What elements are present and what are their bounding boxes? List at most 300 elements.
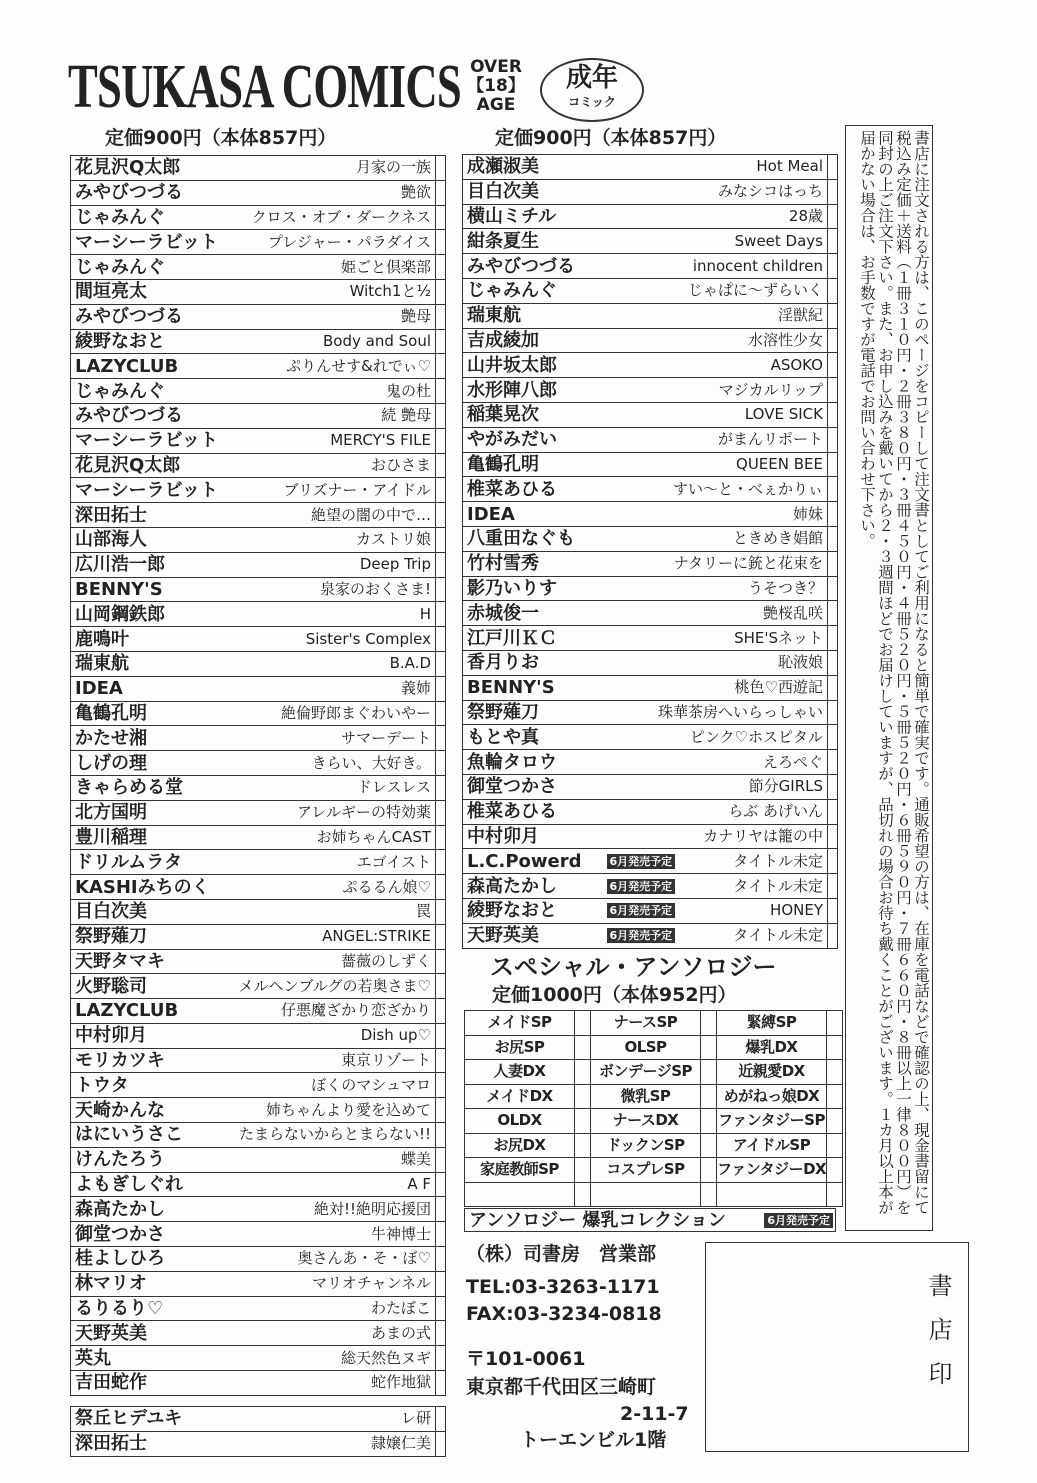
- order-checkbox[interactable]: [436, 1271, 446, 1296]
- order-checkbox[interactable]: [828, 229, 838, 254]
- book-title: [603, 923, 828, 948]
- title-row: [463, 799, 838, 824]
- book-title-text: きらい、大好き。: [311, 753, 431, 772]
- book-title: [231, 924, 436, 949]
- order-checkbox[interactable]: [828, 402, 838, 427]
- book-title: [603, 204, 828, 229]
- order-checkbox[interactable]: [436, 701, 446, 726]
- order-checkbox[interactable]: [701, 1011, 717, 1036]
- anthology-row: [465, 1158, 843, 1183]
- title-row: [71, 1098, 446, 1123]
- author: 魚輪タロウ: [463, 750, 603, 775]
- book-title: [603, 626, 828, 651]
- order-checkbox[interactable]: [436, 279, 446, 304]
- order-checkbox[interactable]: [827, 1084, 843, 1109]
- order-checkbox[interactable]: [828, 601, 838, 626]
- book-title: [231, 1321, 436, 1346]
- book-title-text: ぷるるん娘♡: [342, 877, 431, 896]
- order-checkbox[interactable]: [436, 1172, 446, 1197]
- author: 瑞東航: [463, 303, 603, 328]
- order-checkbox[interactable]: [436, 180, 446, 205]
- order-checkbox[interactable]: [828, 328, 838, 353]
- book-title: [231, 354, 436, 379]
- order-checkbox[interactable]: [436, 552, 446, 577]
- order-checkbox[interactable]: [828, 824, 838, 849]
- title-row: [71, 403, 446, 428]
- book-title-text: 節分GIRLS: [748, 777, 823, 796]
- order-checkbox[interactable]: [436, 577, 446, 602]
- title-row: [463, 204, 838, 229]
- author: やがみだい: [463, 427, 603, 452]
- author: 間垣亮太: [71, 279, 231, 304]
- order-checkbox[interactable]: [827, 1035, 843, 1060]
- author: 中村卯月: [71, 1023, 231, 1048]
- book-title-text: 桃色♡西遊記: [734, 678, 823, 697]
- book-title-text: innocent children: [692, 256, 823, 275]
- author: 綾野なおと: [71, 329, 231, 354]
- author: 山井坂太郎: [463, 353, 603, 378]
- title-row: [463, 898, 838, 923]
- book-title: [231, 999, 436, 1024]
- order-checkbox[interactable]: [436, 676, 446, 701]
- order-checkbox[interactable]: [436, 1407, 446, 1432]
- anthology-title: ナースSP: [591, 1011, 701, 1036]
- book-title: [603, 229, 828, 254]
- age-number: 【18】: [467, 76, 525, 96]
- order-checkbox[interactable]: [701, 1035, 717, 1060]
- order-checkbox[interactable]: [575, 1133, 591, 1158]
- title-row: [463, 774, 838, 799]
- order-checkbox[interactable]: [828, 303, 838, 328]
- book-title: [231, 949, 436, 974]
- title-row: [71, 180, 446, 205]
- author: 深田拓士: [71, 1431, 231, 1456]
- anthology-row: [465, 1011, 843, 1036]
- order-checkbox[interactable]: [436, 726, 446, 751]
- order-checkbox[interactable]: [436, 949, 446, 974]
- title-row: [71, 751, 446, 776]
- title-row: [463, 229, 838, 254]
- book-title-text: LOVE SICK: [744, 405, 823, 424]
- order-checkbox[interactable]: [827, 1182, 843, 1207]
- book-title-text: エゴイスト: [356, 852, 431, 871]
- title-row: [71, 205, 446, 230]
- book-title: [603, 898, 828, 923]
- book-title: [603, 526, 828, 551]
- title-row: [71, 453, 446, 478]
- book-title-text: えろぺぐ: [762, 752, 823, 771]
- order-checkbox[interactable]: [436, 899, 446, 924]
- book-title-text: MERCY'S FILE: [330, 431, 431, 450]
- author: みやびつづる: [71, 403, 231, 428]
- anthology-title: 微乳SP: [591, 1084, 701, 1109]
- order-checkbox[interactable]: [828, 452, 838, 477]
- anthology-title: ファンタジーDX: [717, 1158, 827, 1183]
- book-title: [231, 453, 436, 478]
- author: 亀鶴孔明: [463, 452, 603, 477]
- order-checkbox[interactable]: [701, 1182, 717, 1207]
- age-rating: [462, 58, 530, 115]
- book-title-text: Witch1と½: [349, 282, 431, 301]
- title-row: [71, 701, 446, 726]
- author: 林マリオ: [71, 1271, 231, 1296]
- order-checkbox[interactable]: [436, 354, 446, 379]
- book-title-text: Deep Trip: [359, 555, 431, 574]
- title-row: [463, 551, 838, 576]
- title-row: [71, 1023, 446, 1048]
- order-checkbox[interactable]: [436, 1123, 446, 1148]
- age-label: AGE: [476, 95, 516, 115]
- author: もとや真: [463, 725, 603, 750]
- book-title-text: SHE'Sネット: [734, 628, 823, 647]
- book-title-text: クロス・オブ・ダークネス: [251, 207, 431, 226]
- order-checkbox[interactable]: [436, 1371, 446, 1396]
- title-row: [71, 676, 446, 701]
- order-checkbox[interactable]: [436, 205, 446, 230]
- order-checkbox[interactable]: [436, 255, 446, 280]
- order-checkbox[interactable]: [436, 156, 446, 181]
- order-checkbox[interactable]: [436, 825, 446, 850]
- order-checkbox[interactable]: [828, 725, 838, 750]
- anthology-title: お尻SP: [465, 1035, 575, 1060]
- book-title-text: 絶対!!絶明応援団: [313, 1199, 431, 1218]
- author: 椎菜あひる: [463, 799, 603, 824]
- book-title: [603, 576, 828, 601]
- author: LAZYCLUB: [71, 354, 231, 379]
- order-checkbox[interactable]: [436, 1048, 446, 1073]
- book-title: [603, 824, 828, 849]
- order-checkbox[interactable]: [436, 304, 446, 329]
- book-title: [231, 899, 436, 924]
- author: 瑞東航: [71, 651, 231, 676]
- order-checkbox[interactable]: [827, 1011, 843, 1036]
- anthology-title: メイドSP: [465, 1011, 575, 1036]
- author: BENNY'S: [71, 577, 231, 602]
- order-checkbox[interactable]: [828, 874, 838, 899]
- order-checkbox[interactable]: [828, 278, 838, 303]
- order-checkbox[interactable]: [436, 403, 446, 428]
- book-title: [603, 601, 828, 626]
- order-checkbox[interactable]: [436, 1321, 446, 1346]
- book-title: [603, 650, 828, 675]
- order-checkbox[interactable]: [436, 924, 446, 949]
- order-checkbox[interactable]: [828, 700, 838, 725]
- title-row: [463, 601, 838, 626]
- anthology-title: ドックンSP: [591, 1133, 701, 1158]
- order-checkbox[interactable]: [828, 477, 838, 502]
- order-checkbox[interactable]: [828, 774, 838, 799]
- book-title: [603, 402, 828, 427]
- anthology-title: OLSP: [591, 1035, 701, 1060]
- book-title-text: HONEY: [770, 901, 823, 920]
- author: 天野英美: [71, 1321, 231, 1346]
- author: 天野英美: [463, 923, 603, 948]
- title-row: [71, 726, 446, 751]
- book-title: [231, 850, 436, 875]
- author: モリカツキ: [71, 1048, 231, 1073]
- book-title-text: 薔薇のしずく: [340, 951, 431, 970]
- book-title-text: 珠華茶房へいらっしゃい: [657, 702, 823, 721]
- order-checkbox[interactable]: [436, 1346, 446, 1371]
- title-row: [71, 279, 446, 304]
- order-checkbox[interactable]: [827, 1133, 843, 1158]
- book-title: [603, 477, 828, 502]
- book-title: [603, 353, 828, 378]
- title-row: [71, 230, 446, 255]
- order-checkbox[interactable]: [828, 849, 838, 874]
- author: 英丸: [71, 1346, 231, 1371]
- order-checkbox[interactable]: [436, 775, 446, 800]
- order-checkbox[interactable]: [575, 1158, 591, 1183]
- book-title-text: うそつき？: [747, 578, 823, 597]
- author: 成瀬淑美: [463, 155, 603, 180]
- book-title-text: 東京リゾート: [340, 1051, 431, 1070]
- anthology-row: [465, 1084, 843, 1109]
- order-checkbox[interactable]: [436, 1023, 446, 1048]
- book-title: [231, 651, 436, 676]
- author: じゃみんぐ: [463, 278, 603, 303]
- order-checkbox[interactable]: [828, 750, 838, 775]
- book-title-text: 隷嬢仁美: [370, 1434, 431, 1453]
- order-checkbox[interactable]: [436, 751, 446, 776]
- title-row: [463, 576, 838, 601]
- store-stamp-label: 書店印: [924, 1273, 952, 1405]
- release-badge: 6月発売予定: [607, 928, 676, 943]
- left-title-list: [70, 155, 446, 1396]
- order-checkbox[interactable]: [436, 875, 446, 900]
- anthology-title: [591, 1182, 701, 1207]
- anthology-title: OLDX: [465, 1109, 575, 1134]
- author: 八重田なぐも: [463, 526, 603, 551]
- book-title: [603, 427, 828, 452]
- book-title: [603, 378, 828, 403]
- order-checkbox[interactable]: [827, 1158, 843, 1183]
- author: 目白次美: [71, 899, 231, 924]
- order-checkbox[interactable]: [701, 1084, 717, 1109]
- title-row: [71, 825, 446, 850]
- anthology-title: [465, 1182, 575, 1207]
- book-title-text: 続 艶母: [381, 406, 431, 425]
- book-title: [603, 551, 828, 576]
- author: よもぎしぐれ: [71, 1172, 231, 1197]
- book-title-text: Body and Soul: [323, 331, 431, 350]
- title-row: [71, 1346, 446, 1371]
- book-title-text: タイトル未定: [733, 926, 823, 945]
- author: みやびつづる: [463, 254, 603, 279]
- order-checkbox[interactable]: [436, 850, 446, 875]
- order-checkbox[interactable]: [827, 1060, 843, 1085]
- book-title-text: 罠: [415, 902, 431, 921]
- order-checkbox[interactable]: [436, 1073, 446, 1098]
- title-row: [71, 602, 446, 627]
- order-checkbox[interactable]: [436, 453, 446, 478]
- book-title-text: ANGEL:STRIKE: [322, 927, 431, 946]
- title-row: [463, 179, 838, 204]
- order-checkbox[interactable]: [436, 999, 446, 1024]
- order-checkbox[interactable]: [828, 551, 838, 576]
- book-title-text: プレジャー・パラダイス: [267, 232, 431, 251]
- title-row: [71, 949, 446, 974]
- order-checkbox[interactable]: [436, 478, 446, 503]
- author: LAZYCLUB: [71, 999, 231, 1024]
- book-title-text: ブリズナー・アイドル: [283, 480, 431, 499]
- order-checkbox[interactable]: [701, 1060, 717, 1085]
- order-checkbox[interactable]: [828, 526, 838, 551]
- title-row: [463, 849, 838, 874]
- title-row: [463, 353, 838, 378]
- book-title: [231, 1023, 436, 1048]
- author: 綾野なおと: [463, 898, 603, 923]
- book-title: [231, 503, 436, 528]
- book-title-text: タイトル未定: [733, 876, 823, 895]
- order-checkbox[interactable]: [828, 427, 838, 452]
- order-checkbox[interactable]: [828, 898, 838, 923]
- title-row: [71, 329, 446, 354]
- order-checkbox[interactable]: [701, 1158, 717, 1183]
- order-checkbox[interactable]: [828, 675, 838, 700]
- book-title-text: レ研: [400, 1409, 431, 1428]
- order-checkbox[interactable]: [828, 155, 838, 180]
- order-checkbox[interactable]: [828, 353, 838, 378]
- title-row: [71, 899, 446, 924]
- book-title: [603, 750, 828, 775]
- book-title-text: メルヘンブルグの若奥さま♡: [238, 976, 431, 995]
- title-row: [71, 503, 446, 528]
- order-checkbox[interactable]: [828, 378, 838, 403]
- book-title: [603, 328, 828, 353]
- title-row: [463, 402, 838, 427]
- book-title-text: A F: [407, 1175, 431, 1194]
- order-checkbox[interactable]: [575, 1035, 591, 1060]
- order-checkbox[interactable]: [436, 1296, 446, 1321]
- author: 水形陣八郎: [463, 378, 603, 403]
- order-checkbox[interactable]: [436, 1098, 446, 1123]
- order-checkbox[interactable]: [436, 527, 446, 552]
- order-checkbox[interactable]: [828, 799, 838, 824]
- title-row: [71, 1073, 446, 1098]
- anthology-title: 爆乳DX: [717, 1035, 827, 1060]
- author: きゃらめる堂: [71, 775, 231, 800]
- order-checkbox[interactable]: [828, 254, 838, 279]
- order-checkbox[interactable]: [436, 1222, 446, 1247]
- book-title: [231, 156, 436, 181]
- order-checkbox[interactable]: [436, 800, 446, 825]
- book-title-text: サマーデート: [340, 728, 431, 747]
- book-title-text: 艶欲: [400, 183, 431, 202]
- title-row: [71, 354, 446, 379]
- book-title-text: みなシコはっち: [717, 182, 823, 201]
- order-checkbox[interactable]: [575, 1084, 591, 1109]
- author: るりるり♡: [71, 1296, 231, 1321]
- order-checkbox[interactable]: [701, 1133, 717, 1158]
- title-row: [463, 725, 838, 750]
- order-checkbox[interactable]: [436, 651, 446, 676]
- order-checkbox[interactable]: [436, 1147, 446, 1172]
- book-title: [603, 725, 828, 750]
- order-checkbox[interactable]: [436, 503, 446, 528]
- order-checkbox[interactable]: [828, 204, 838, 229]
- anthology-title: めがねっ娘DX: [717, 1084, 827, 1109]
- book-title-text: ピンク♡ホスピタル: [689, 727, 823, 746]
- order-checkbox[interactable]: [575, 1060, 591, 1085]
- order-checkbox[interactable]: [575, 1182, 591, 1207]
- title-row: [71, 552, 446, 577]
- book-title: [231, 1247, 436, 1272]
- release-badge: 6月発売予定: [764, 1213, 833, 1228]
- title-row: [71, 304, 446, 329]
- order-checkbox[interactable]: [575, 1011, 591, 1036]
- order-checkbox[interactable]: [436, 974, 446, 999]
- order-checkbox[interactable]: [828, 502, 838, 527]
- order-checkbox[interactable]: [575, 1109, 591, 1134]
- author: 深田拓士: [71, 503, 231, 528]
- title-row: [71, 924, 446, 949]
- title-row: [71, 800, 446, 825]
- order-checkbox[interactable]: [436, 329, 446, 354]
- book-title-text: ときめき娼館: [732, 529, 823, 548]
- book-title-text: 月家の一族: [355, 158, 431, 177]
- author: 江戸川ＫＣ: [463, 626, 603, 651]
- book-title-text: 水溶性少女: [747, 330, 823, 349]
- order-checkbox[interactable]: [828, 626, 838, 651]
- title-row: [463, 502, 838, 527]
- book-title-text: 艶桜乱咲: [762, 603, 823, 622]
- order-checkbox[interactable]: [828, 923, 838, 948]
- book-title: [603, 849, 828, 874]
- author: じゃみんぐ: [71, 255, 231, 280]
- order-checkbox[interactable]: [827, 1109, 843, 1134]
- title-row: [71, 1222, 446, 1247]
- order-checkbox[interactable]: [828, 179, 838, 204]
- title-row: [71, 1048, 446, 1073]
- order-checkbox[interactable]: [436, 1247, 446, 1272]
- release-badge: 6月発売予定: [607, 879, 676, 894]
- book-title: [231, 800, 436, 825]
- book-title: [231, 875, 436, 900]
- author: 北方国明: [71, 800, 231, 825]
- order-checkbox[interactable]: [436, 428, 446, 453]
- book-title: [603, 502, 828, 527]
- order-checkbox[interactable]: [436, 1197, 446, 1222]
- order-checkbox[interactable]: [701, 1109, 717, 1134]
- seal-main: 成年: [565, 63, 618, 93]
- order-checkbox[interactable]: [828, 650, 838, 675]
- book-title: [231, 1296, 436, 1321]
- title-row: [463, 824, 838, 849]
- order-checkbox[interactable]: [828, 576, 838, 601]
- title-row: [71, 627, 446, 652]
- book-title: [231, 379, 436, 404]
- publisher-tel: TEL:03-3263-1171: [466, 1276, 660, 1298]
- title-row: [71, 156, 446, 181]
- title-row: [463, 254, 838, 279]
- author: IDEA: [71, 676, 231, 701]
- book-title-text: ぼくのマシュマロ: [311, 1075, 431, 1094]
- author: 火野聡司: [71, 974, 231, 999]
- anthology-title: お尻DX: [465, 1133, 575, 1158]
- order-checkbox[interactable]: [436, 602, 446, 627]
- title-row: [71, 1247, 446, 1272]
- anthology-row: [465, 1109, 843, 1134]
- order-checkbox[interactable]: [436, 627, 446, 652]
- left-price: 定価900円（本体857円）: [105, 127, 337, 149]
- author: マーシーラビット: [71, 230, 231, 255]
- book-title: [603, 155, 828, 180]
- special-anthology-title: スペシャル・アンソロジー: [490, 953, 777, 981]
- order-checkbox[interactable]: [436, 230, 446, 255]
- order-checkbox[interactable]: [436, 1431, 446, 1456]
- order-checkbox[interactable]: [436, 379, 446, 404]
